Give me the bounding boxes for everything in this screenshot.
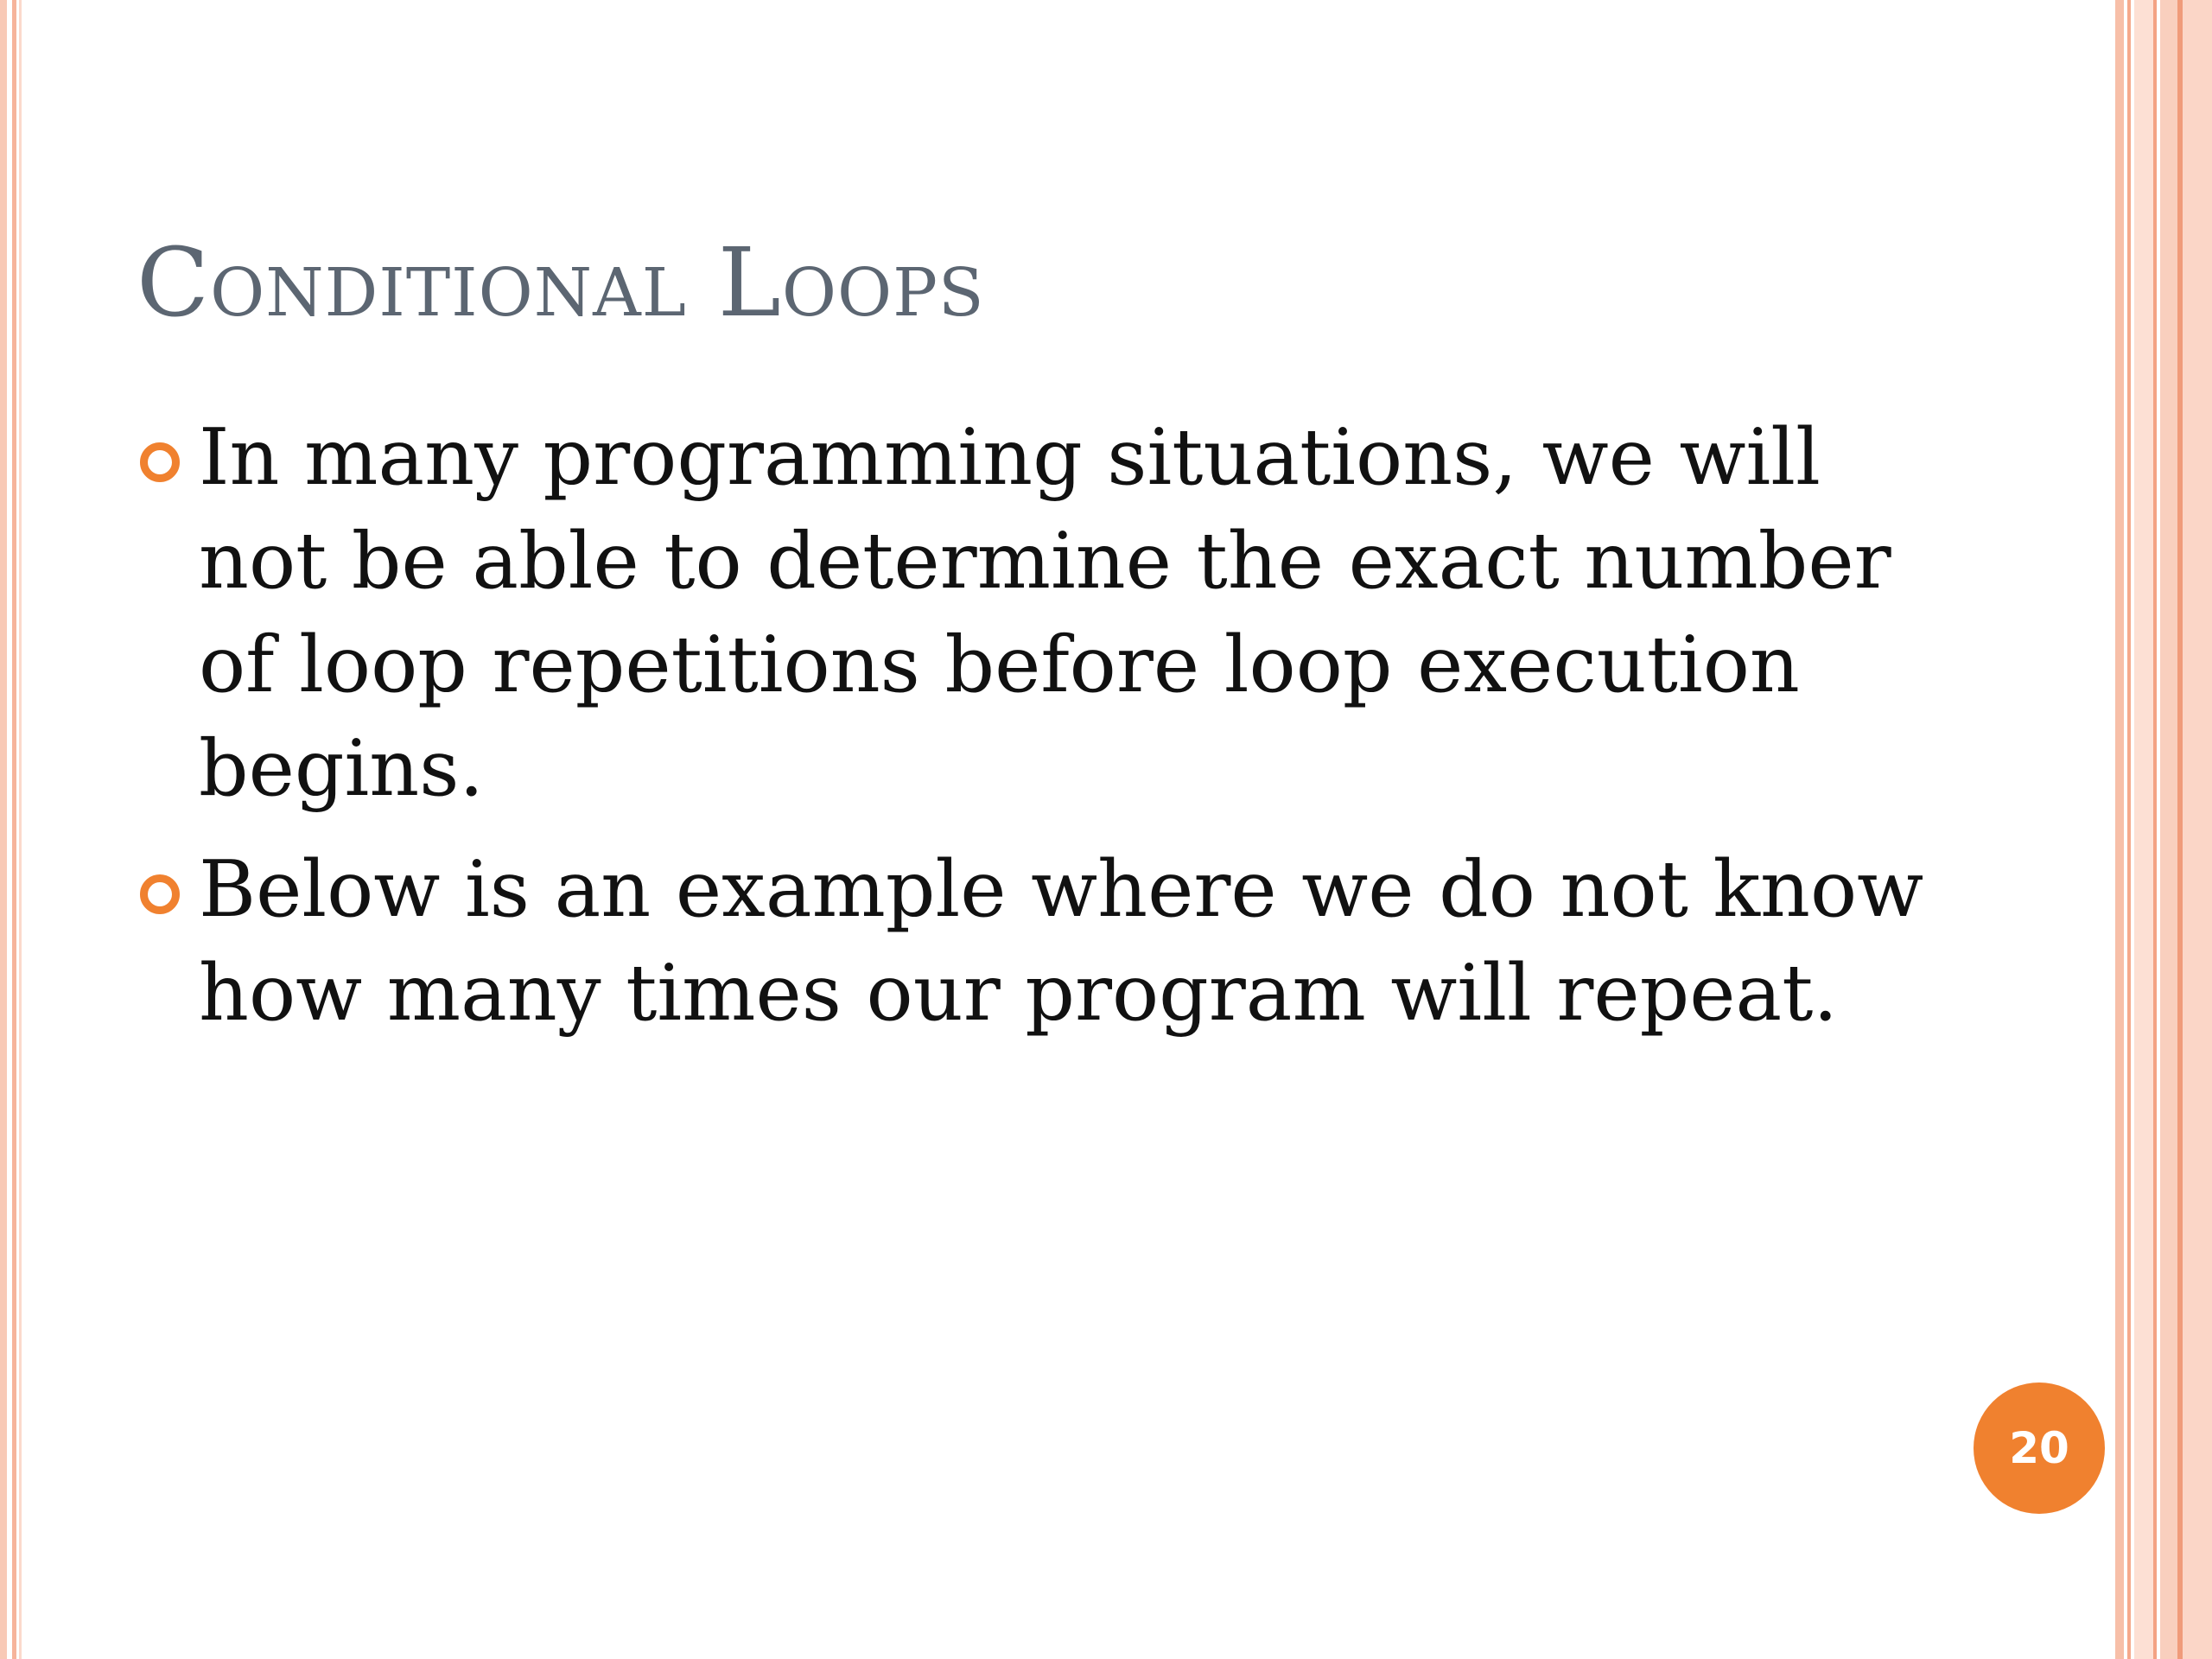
slide-title: Conditional Loops (137, 227, 985, 338)
page-number-badge: 20 (1974, 1382, 2105, 1514)
bullet-item (137, 406, 1951, 821)
left-border-stripe (0, 0, 7, 1659)
right-border-stripe (2160, 0, 2177, 1659)
right-border-stripe (2115, 0, 2124, 1659)
right-border-stripe (2153, 0, 2157, 1659)
right-border-stripe (2134, 0, 2153, 1659)
bullet-text: Below is an example where we do not know how many times our program will repeat. (199, 844, 1924, 1039)
bullet-item (137, 838, 1951, 1046)
ring-bullet-icon (140, 442, 180, 482)
ring-bullet-icon (140, 874, 180, 914)
right-border-stripe (2127, 0, 2131, 1659)
left-border-stripe (12, 0, 16, 1659)
right-border-stripe (2183, 0, 2212, 1659)
bullet-list (137, 406, 1951, 1063)
left-border-stripe (19, 0, 22, 1659)
bullet-text: In many programming situations, we will not be able to determine the exact number of loop repetitions before loop execution begins. (199, 412, 1891, 814)
